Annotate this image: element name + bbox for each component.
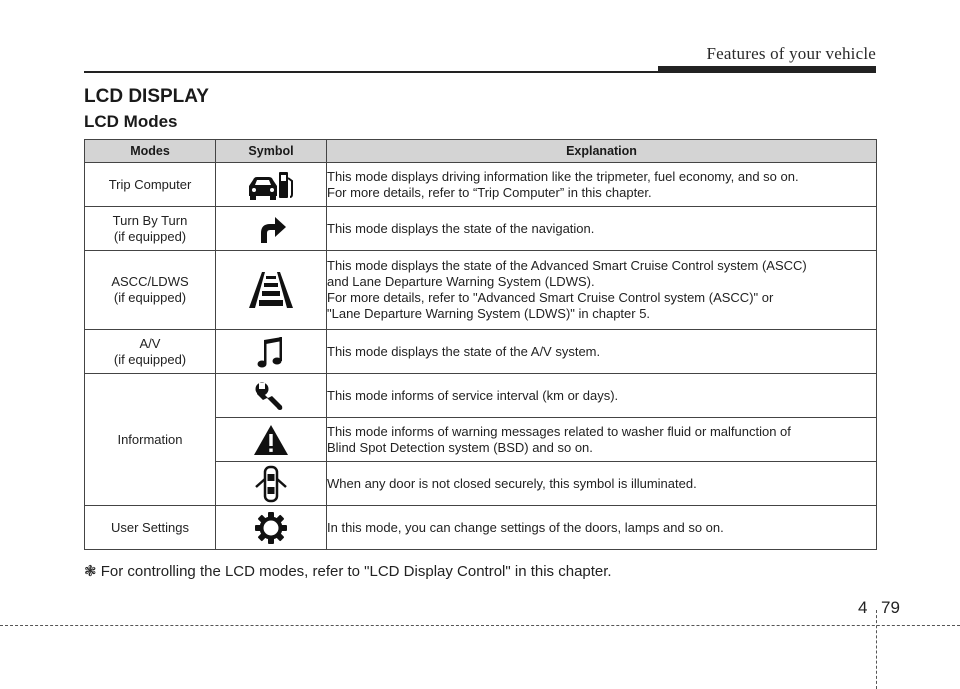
explanation-text: This mode displays the state of the Advanced Smart Cruise Control system (ASCC) (327, 258, 807, 273)
mode-label: (if equipped) (113, 290, 187, 305)
column-header-explanation: Explanation (327, 140, 877, 163)
explanation-text: Blind Spot Detection system (BSD) and so on. (327, 439, 593, 455)
symbol-cell (216, 506, 327, 550)
mode-cell (85, 506, 216, 550)
gear-icon (253, 510, 289, 546)
wrench-icon (253, 379, 289, 413)
explanation-text: This mode informs of warning messages related to washer fluid or malfunction of (327, 423, 791, 439)
mode-label: User Settings (110, 519, 190, 535)
page-number: 79 (881, 598, 900, 617)
header-rule (84, 71, 660, 73)
mode-label: (if equipped) (113, 228, 187, 244)
table-header-row (85, 140, 877, 163)
page-title: LCD DISPLAY (84, 86, 209, 107)
mode-cell (85, 374, 216, 506)
mode-label: Information (117, 431, 183, 447)
explanation-cell (327, 506, 877, 550)
warning-icon (252, 423, 290, 457)
mode-label: Turn By Turn (112, 212, 188, 228)
symbol-cell (216, 418, 327, 462)
explanation-text: and Lane Departure Warning System (LDWS). (327, 274, 595, 289)
symbol-cell (216, 462, 327, 506)
explanation-text: For more details, refer to "Advanced Smart Cruise Control system (ASCC)" or (327, 290, 774, 305)
symbol-cell (216, 330, 327, 374)
explanation-text: When any door is not closed securely, this symbol is illuminated. (327, 475, 697, 491)
mode-label: ASCC/LDWS (111, 274, 189, 289)
symbol-cell (216, 251, 327, 330)
explanation-text: For more details, refer to “Trip Computer” in this chapter. (327, 184, 652, 200)
column-header-symbol: Symbol (216, 140, 327, 163)
mode-cell (85, 207, 216, 251)
footer-divider (876, 610, 877, 689)
column-header-modes: Modes (85, 140, 216, 163)
chapter-number: 4 (858, 598, 868, 617)
turn-arrow-icon (253, 213, 289, 245)
explanation-text: This mode displays driving information like the tripmeter, fuel economy, and so on. (327, 168, 799, 184)
explanation-cell (327, 462, 877, 506)
table-row (85, 374, 877, 418)
explanation-text: This mode displays the state of the A/V system. (327, 343, 601, 359)
mode-cell (85, 251, 216, 330)
table-row (85, 163, 877, 207)
explanation-text: In this mode, you can change settings of the doors, lamps and so on. (327, 519, 724, 535)
mode-label: (if equipped) (113, 351, 187, 367)
explanation-cell (327, 330, 877, 374)
lane-icon (246, 270, 296, 310)
footnote: ❃ For controlling the LCD modes, refer to "LCD Display Control" in this chapter. (84, 563, 612, 580)
mode-cell (85, 330, 216, 374)
explanation-text: This mode displays the state of the navigation. (327, 220, 595, 236)
header-section-title: Features of your vehicle (706, 44, 876, 63)
mode-label: Trip Computer (108, 176, 192, 192)
lcd-modes-table (84, 139, 877, 550)
header-rule-accent (658, 66, 876, 73)
music-note-icon (255, 334, 287, 370)
explanation-cell (327, 251, 877, 330)
explanation-cell (327, 163, 877, 207)
footer-rule (0, 625, 960, 626)
symbol-cell (216, 163, 327, 207)
mode-label: A/V (139, 335, 161, 351)
explanation-cell (327, 418, 877, 462)
mode-cell (85, 163, 216, 207)
table-row (85, 251, 877, 330)
explanation-text: "Lane Departure Warning System (LDWS)" in chapter 5. (327, 306, 651, 321)
symbol-cell (216, 374, 327, 418)
table-row (85, 207, 877, 251)
car-fuel-icon (245, 168, 297, 202)
explanation-cell (327, 207, 877, 251)
explanation-cell (327, 374, 877, 418)
table-row (85, 330, 877, 374)
explanation-text: This mode informs of service interval (km or days). (327, 387, 619, 403)
door-open-icon (251, 465, 291, 503)
table-row (85, 506, 877, 550)
symbol-cell (216, 207, 327, 251)
section-subtitle: LCD Modes (84, 112, 178, 131)
